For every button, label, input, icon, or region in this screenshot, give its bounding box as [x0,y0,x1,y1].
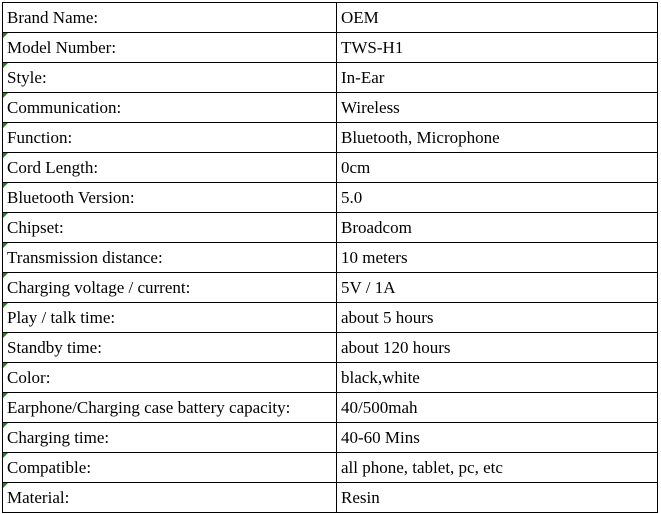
transmission-distance-label: Transmission distance: [3,243,337,273]
specification-table [2,2,658,513]
table-row [3,183,658,213]
table-row [3,453,658,483]
table-row [3,63,658,93]
charging-time-value: 40-60 Mins [337,423,658,453]
table-row [3,423,658,453]
table-row [3,123,658,153]
charging-voltage-value: 5V / 1A [337,273,658,303]
standby-time-value: about 120 hours [337,333,658,363]
charging-voltage-label: Charging voltage / current: [3,273,337,303]
brand-name-value: OEM [337,3,658,33]
play-talk-time-value: about 5 hours [337,303,658,333]
standby-time-label: Standby time: [3,333,337,363]
function-label: Function: [3,123,337,153]
model-number-label: Model Number: [3,33,337,63]
style-label: Style: [3,63,337,93]
material-label: Material: [3,483,337,513]
table-row [3,3,658,33]
table-row [3,243,658,273]
transmission-distance-value: 10 meters [337,243,658,273]
bluetooth-version-value: 5.0 [337,183,658,213]
table-row [3,213,658,243]
model-number-value: TWS-H1 [337,33,658,63]
battery-capacity-label: Earphone/Charging case battery capacity: [3,393,337,423]
style-value: In-Ear [337,63,658,93]
table-row [3,93,658,123]
play-talk-time-label: Play / talk time: [3,303,337,333]
material-value: Resin [337,483,658,513]
table-row [3,483,658,513]
color-label: Color: [3,363,337,393]
chipset-label: Chipset: [3,213,337,243]
compatible-value: all phone, tablet, pc, etc [337,453,658,483]
table-row [3,153,658,183]
compatible-label: Compatible: [3,453,337,483]
battery-capacity-value: 40/500mah [337,393,658,423]
table-row [3,363,658,393]
table-row [3,393,658,423]
color-value: black,white [337,363,658,393]
communication-value: Wireless [337,93,658,123]
cord-length-value: 0cm [337,153,658,183]
bluetooth-version-label: Bluetooth Version: [3,183,337,213]
cord-length-label: Cord Length: [3,153,337,183]
table-row [3,303,658,333]
brand-name-label: Brand Name: [3,3,337,33]
chipset-value: Broadcom [337,213,658,243]
table-row [3,333,658,363]
charging-time-label: Charging time: [3,423,337,453]
communication-label: Communication: [3,93,337,123]
function-value: Bluetooth, Microphone [337,123,658,153]
table-row [3,33,658,63]
table-row [3,273,658,303]
